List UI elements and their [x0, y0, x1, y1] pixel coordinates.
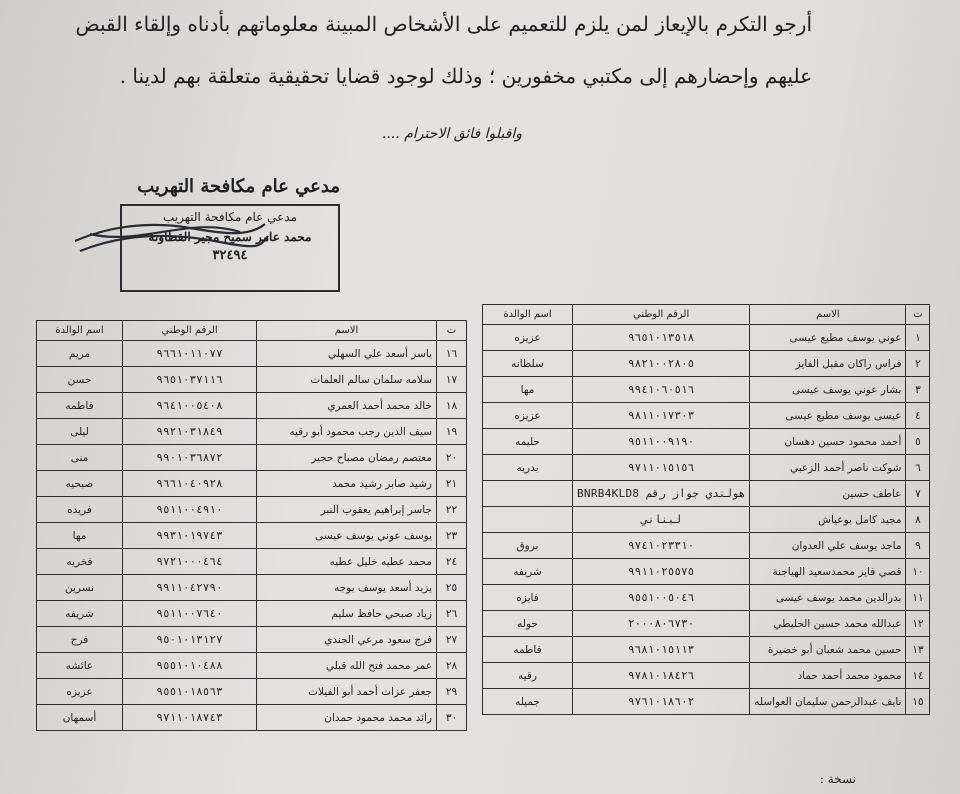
row-national-id: ٩٧٦١٠١٨٦٠٢: [573, 689, 750, 715]
row-national-id: ٩٦٥١٠٣٧١١٦: [123, 367, 257, 393]
row-name: عبدالله محمد حسين الحليطي: [750, 611, 906, 637]
table-row: [483, 455, 930, 481]
row-name: فراس راكان مقبل الفايز: [750, 351, 906, 377]
row-name: عمر محمد فتح الله قبلي: [257, 653, 437, 679]
row-seq: ١٩: [437, 419, 467, 445]
row-national-id: ٩٧١١٠١٨٧٤٣: [123, 705, 257, 731]
table-row: [483, 351, 930, 377]
row-national-id: ٩٧١١٠١٥١٥٦: [573, 455, 750, 481]
row-mother: حليمه: [483, 429, 573, 455]
row-mother: سلطانه: [483, 351, 573, 377]
row-seq: ٨: [906, 507, 930, 533]
row-name: معتصم رمضان مصباح حجير: [257, 445, 437, 471]
row-mother: منى: [37, 445, 123, 471]
table-row: [37, 679, 467, 705]
row-mother: نسرين: [37, 575, 123, 601]
table-row: [483, 637, 930, 663]
row-seq: ٤: [906, 403, 930, 429]
table-row: [37, 627, 467, 653]
row-name: ماجد يوسف علي العدوان: [750, 533, 906, 559]
table-row: [37, 419, 467, 445]
row-name: زياد صبحي حافظ سليم: [257, 601, 437, 627]
row-seq: ١٢: [906, 611, 930, 637]
row-national-id: ٩٥٥١٠١٨٥٦٣: [123, 679, 257, 705]
table-row: [483, 403, 930, 429]
row-mother: جميله: [483, 689, 573, 715]
row-national-id: ٩٦٨١٠١٥١١٣: [573, 637, 750, 663]
row-national-id: ٩٥٠١٠١٣١٢٧: [123, 627, 257, 653]
signature-scribble: [70, 206, 270, 266]
row-national-id: ٩٥٥١٠٠٥٠٤٦: [573, 585, 750, 611]
table-row: [37, 341, 467, 367]
table-row: [483, 663, 930, 689]
row-national-id: ٢٠٠٠٨٠٦٧٣٠: [573, 611, 750, 637]
stamp-name: محمد عامر سميح مجير القطاونة: [148, 230, 312, 244]
row-mother: مها: [483, 377, 573, 403]
row-mother: مها: [37, 523, 123, 549]
row-seq: ١١: [906, 585, 930, 611]
table-row: [483, 481, 930, 507]
table-row: [37, 653, 467, 679]
row-national-id: ٩٥١١٠٠٩١٩٠: [573, 429, 750, 455]
table-row: [37, 705, 467, 731]
row-national-id: ٩٧٤١٠٢٣٣١٠: [573, 533, 750, 559]
row-seq: ١: [906, 325, 930, 351]
row-mother: فخريه: [37, 549, 123, 575]
row-name: فرج سعود مرعي الجندي: [257, 627, 437, 653]
row-name: سلامه سلمان سالم العلمات: [257, 367, 437, 393]
row-national-id: ٩٥٥١٠١٠٤٨٨: [123, 653, 257, 679]
row-mother: بروق: [483, 533, 573, 559]
row-seq: ١٤: [906, 663, 930, 689]
row-name: خالد محمد أحمد العمري: [257, 393, 437, 419]
row-seq: ١٣: [906, 637, 930, 663]
row-mother: [483, 481, 573, 507]
row-national-id: ٩٧٢١٠٠٠٤٦٤: [123, 549, 257, 575]
table-row: [483, 559, 930, 585]
row-mother: عائشه: [37, 653, 123, 679]
row-name: رشيد صابر رشيد محمد: [257, 471, 437, 497]
table-row: [37, 523, 467, 549]
suspects-table-left: [36, 320, 467, 731]
row-seq: ٢٧: [437, 627, 467, 653]
row-seq: ٢٢: [437, 497, 467, 523]
row-name: شوكت ناصر أحمد الزعبي: [750, 455, 906, 481]
table-row: [483, 533, 930, 559]
row-national-id: ٩٩١١٠٢٥٥٧٥: [573, 559, 750, 585]
row-seq: ٢٥: [437, 575, 467, 601]
row-seq: ٣: [906, 377, 930, 403]
table-row: [483, 325, 930, 351]
row-seq: ١٦: [437, 341, 467, 367]
row-national-id: ٩٥١١٠٠٧٦٤٠: [123, 601, 257, 627]
row-name: عوني يوسف مطيع عيسى: [750, 325, 906, 351]
row-national-id: ٩٨٢١٠٠٢٨٠٥: [573, 351, 750, 377]
header-mother: اسم الوالدة: [37, 321, 123, 341]
row-national-id: ٩٦٤١٠٠٥٤٠٨: [123, 393, 257, 419]
row-name: يوسف عوني يوسف عيسى: [257, 523, 437, 549]
row-name: محمود محمد أحمد حماد: [750, 663, 906, 689]
table-row: [37, 575, 467, 601]
row-seq: ٢١: [437, 471, 467, 497]
row-seq: ٢: [906, 351, 930, 377]
row-mother: شريفه: [37, 601, 123, 627]
row-name: رائد محمد محمود حمدان: [257, 705, 437, 731]
row-national-id: ٩٨١١٠١٧٣٠٣: [573, 403, 750, 429]
header-mother: اسم الوالدة: [483, 305, 573, 325]
row-national-id: هولندي جواز رقم BNRB4KLD8: [573, 481, 750, 507]
row-name: يزيد أسعد يوسف بوجه: [257, 575, 437, 601]
request-paragraph-line1: أرجو التكرم بالإيعاز لمن يلزم للتعميم على الأشخاص المبينة معلوماتهم بأدناه وإلقاء القبض: [75, 12, 812, 36]
row-mother: فريده: [37, 497, 123, 523]
row-seq: ٥: [906, 429, 930, 455]
signature-title: مدعي عام مكافحة التهريب: [137, 176, 340, 197]
stamp-title: مدعي عام مكافحة التهريب: [162, 210, 298, 224]
table-row: [483, 377, 930, 403]
row-seq: ٢٨: [437, 653, 467, 679]
row-seq: ١٨: [437, 393, 467, 419]
row-mother: [483, 507, 573, 533]
row-seq: ١٠: [906, 559, 930, 585]
row-mother: صبحيه: [37, 471, 123, 497]
suspects-table-right: [482, 304, 930, 715]
row-national-id: ٩٩٤١٠٦٠٥١٦: [573, 377, 750, 403]
row-mother: فرح: [37, 627, 123, 653]
row-mother: عزيزه: [37, 679, 123, 705]
row-name: ياسر أسعد علي السهلي: [257, 341, 437, 367]
header-national-id: الرقم الوطني: [573, 305, 750, 325]
header-name: الاسم: [257, 321, 437, 341]
table-row: [37, 497, 467, 523]
row-name: نايف عبدالرحمن سليمان العواسله: [750, 689, 906, 715]
table-row: [37, 367, 467, 393]
row-seq: ٢٦: [437, 601, 467, 627]
row-name: سيف الدين رجب محمود أبو رقيه: [257, 419, 437, 445]
row-seq: ٢٤: [437, 549, 467, 575]
row-national-id: ٩٦٥١٠١٣٥١٨: [573, 325, 750, 351]
row-mother: بدريه: [483, 455, 573, 481]
row-national-id: ٩٩١١٠٤٢٧٩٠: [123, 575, 257, 601]
row-name: جعفر عزات أحمد أبو الفيلات: [257, 679, 437, 705]
row-mother: شريفه: [483, 559, 573, 585]
row-seq: ٢٠: [437, 445, 467, 471]
row-name: حسين محمد شعبان أبو خضيرة: [750, 637, 906, 663]
row-seq: ٢٣: [437, 523, 467, 549]
row-seq: ٢٩: [437, 679, 467, 705]
row-name: قصي فايز محمدسعيد الهياجنة: [750, 559, 906, 585]
row-name: بشار عوني يوسف عيسى: [750, 377, 906, 403]
row-mother: عزيزه: [483, 325, 573, 351]
table-row: [37, 549, 467, 575]
row-seq: ٦: [906, 455, 930, 481]
row-national-id: ٩٩٣١٠١٩٧٤٣: [123, 523, 257, 549]
row-mother: ليلى: [37, 419, 123, 445]
row-name: عاطف حسين: [750, 481, 906, 507]
row-seq: ٣٠: [437, 705, 467, 731]
row-seq: ١٧: [437, 367, 467, 393]
row-mother: فايزه: [483, 585, 573, 611]
row-name: مجيد كامل بوعياش: [750, 507, 906, 533]
row-national-id: ٩٦٦١٠١١٠٧٧: [123, 341, 257, 367]
row-mother: فاطمه: [483, 637, 573, 663]
row-mother: حسن: [37, 367, 123, 393]
row-mother: حوله: [483, 611, 573, 637]
row-name: محمد عطيه خليل عطيه: [257, 549, 437, 575]
table-row: [483, 585, 930, 611]
table-row: [483, 507, 930, 533]
header-seq: ت: [437, 321, 467, 341]
row-national-id: ٩٧٨١٠١٨٤٢٦: [573, 663, 750, 689]
row-seq: ٧: [906, 481, 930, 507]
row-seq: ١٥: [906, 689, 930, 715]
table-row: [483, 429, 930, 455]
row-national-id: ٩٦٦١٠٤٠٩٢٨: [123, 471, 257, 497]
row-seq: ٩: [906, 533, 930, 559]
row-name: جاسر إبراهيم يعقوب النبر: [257, 497, 437, 523]
table-row: [37, 471, 467, 497]
header-national-id: الرقم الوطني: [123, 321, 257, 341]
stamp-number: ٣٢٤٩٤: [212, 248, 248, 263]
header-seq: ت: [906, 305, 930, 325]
row-mother: رقيه: [483, 663, 573, 689]
table-row: [37, 445, 467, 471]
table-row: [483, 611, 930, 637]
request-paragraph-line2: عليهم وإحضارهم إلى مكتبي مخفورين ؛ وذلك لوجود قضايا تحقيقية متعلقة بهم لدينا .: [119, 64, 812, 88]
row-national-id: ٩٥١١٠٠٤٩١٠: [123, 497, 257, 523]
row-mother: أسمهان: [37, 705, 123, 731]
row-national-id: لبناني: [573, 507, 750, 533]
row-national-id: ٩٩٠١٠٣٦٨٧٢: [123, 445, 257, 471]
copy-label: نسخة :: [819, 772, 856, 786]
row-name: عيسى يوسف مطيع عيسى: [750, 403, 906, 429]
table-row: [37, 601, 467, 627]
row-mother: مريم: [37, 341, 123, 367]
row-mother: فاطمه: [37, 393, 123, 419]
row-name: بدرالدين محمد يوسف عيسى: [750, 585, 906, 611]
closing-line: واقبلوا فائق الاحترام ....: [381, 126, 522, 142]
row-mother: عزيزه: [483, 403, 573, 429]
row-national-id: ٩٩٢١٠٣١٨٤٩: [123, 419, 257, 445]
table-row: [483, 689, 930, 715]
table-row: [37, 393, 467, 419]
row-name: أحمد محمود حسين دهسان: [750, 429, 906, 455]
header-name: الاسم: [750, 305, 906, 325]
